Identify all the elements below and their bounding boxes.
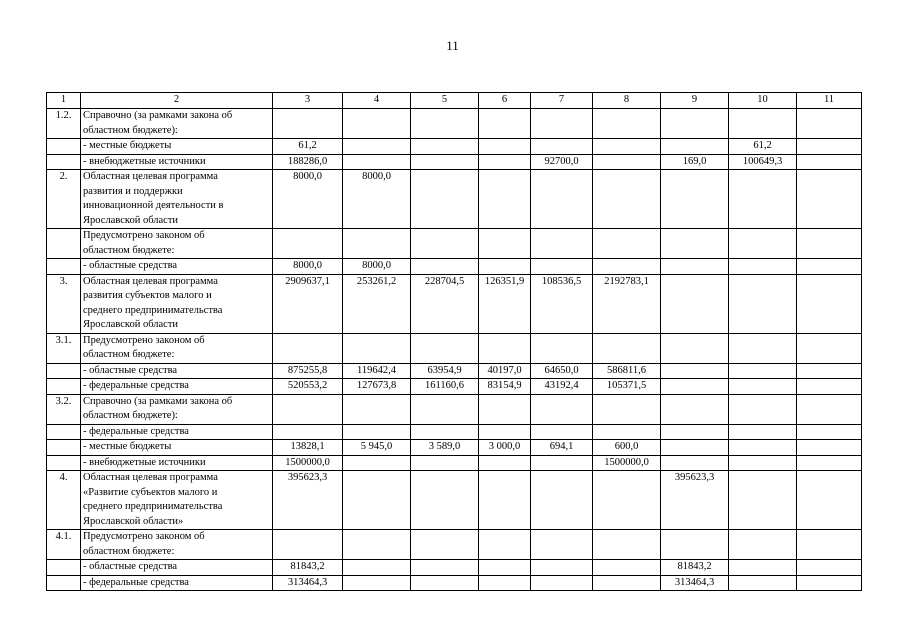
value-cell-col-3: 313464,3 (273, 575, 343, 591)
column-header: 7 (531, 93, 593, 109)
value-cell-col-9: 395623,3 (661, 471, 729, 530)
value-cell-col-6 (479, 170, 531, 229)
value-cell-col-7 (531, 424, 593, 440)
description-line: инновационной деятельности в (83, 200, 224, 211)
row-description (81, 170, 273, 229)
value-cell-col-4: 253261,2 (343, 274, 411, 333)
column-header: 8 (593, 93, 661, 109)
value-cell-col-5 (411, 139, 479, 155)
row-number (47, 363, 81, 379)
table-row (47, 170, 862, 229)
description-line: - федеральные средства (83, 576, 189, 588)
description-line: среднего предпринимательства (83, 304, 223, 316)
table-row (47, 259, 862, 275)
value-cell-col-10 (729, 560, 797, 576)
table-header-row (47, 93, 862, 109)
value-cell-col-9: 169,0 (661, 154, 729, 170)
description-line: Областная целевая программа (83, 171, 218, 182)
value-cell-col-7: 92700,0 (531, 154, 593, 170)
value-cell-col-6 (479, 333, 531, 363)
description-line: среднего предпринимательства (83, 501, 223, 512)
value-cell-col-9: 313464,3 (661, 575, 729, 591)
value-cell-col-5 (411, 109, 479, 139)
value-cell-col-3 (273, 394, 343, 424)
value-cell-col-10 (729, 455, 797, 471)
table-row (47, 229, 862, 259)
description-line: - местные бюджеты (83, 441, 172, 452)
value-cell-col-8 (593, 575, 661, 591)
row-number (47, 424, 81, 440)
value-cell-col-3: 8000,0 (273, 259, 343, 275)
value-cell-col-4 (343, 530, 411, 560)
value-cell-col-8 (593, 424, 661, 440)
value-cell-col-8: 586811,6 (593, 363, 661, 379)
value-cell-col-7 (531, 170, 593, 229)
value-cell-col-7: 108536,5 (531, 274, 593, 333)
value-cell-col-4 (343, 575, 411, 591)
row-description (81, 333, 273, 363)
value-cell-col-9 (661, 170, 729, 229)
row-description (81, 424, 273, 440)
value-cell-col-10 (729, 274, 797, 333)
value-cell-col-6 (479, 530, 531, 560)
description-line: Областная целевая программа (83, 275, 218, 287)
value-cell-col-10 (729, 259, 797, 275)
column-header: 10 (729, 93, 797, 109)
row-description (81, 530, 273, 560)
value-cell-col-11 (797, 440, 862, 456)
value-cell-col-3 (273, 229, 343, 259)
value-cell-col-3: 520553,2 (273, 379, 343, 395)
value-cell-col-5 (411, 455, 479, 471)
description-line: Предусмотрено законом об (83, 334, 205, 346)
row-description (81, 379, 273, 395)
table-row (47, 440, 862, 456)
value-cell-col-5 (411, 170, 479, 229)
value-cell-col-3: 875255,8 (273, 363, 343, 379)
value-cell-col-6: 126351,9 (479, 274, 531, 333)
value-cell-col-8 (593, 560, 661, 576)
value-cell-col-10 (729, 471, 797, 530)
value-cell-col-3 (273, 109, 343, 139)
value-cell-col-4 (343, 139, 411, 155)
row-description (81, 363, 273, 379)
value-cell-col-11 (797, 139, 862, 155)
value-cell-col-8 (593, 139, 661, 155)
table-row (47, 530, 862, 560)
value-cell-col-6 (479, 471, 531, 530)
value-cell-col-6 (479, 455, 531, 471)
value-cell-col-9 (661, 259, 729, 275)
row-number (47, 259, 81, 275)
description-line: Ярославской области (83, 214, 179, 226)
value-cell-col-9 (661, 530, 729, 560)
value-cell-col-4: 127673,8 (343, 379, 411, 395)
value-cell-col-5: 161160,6 (411, 379, 479, 395)
value-cell-col-6: 83154,9 (479, 379, 531, 395)
value-cell-col-5 (411, 424, 479, 440)
value-cell-col-7: 694,1 (531, 440, 593, 456)
row-number (47, 154, 81, 170)
row-description (81, 440, 273, 456)
value-cell-col-6 (479, 424, 531, 440)
value-cell-col-4 (343, 424, 411, 440)
value-cell-col-8 (593, 259, 661, 275)
table-row (47, 575, 862, 591)
row-description (81, 455, 273, 471)
row-number (47, 139, 81, 155)
table-row (47, 394, 862, 424)
row-number: 1.2. (47, 109, 81, 139)
value-cell-col-8 (593, 170, 661, 229)
value-cell-col-7 (531, 471, 593, 530)
value-cell-col-6 (479, 560, 531, 576)
column-header: 11 (797, 93, 862, 109)
row-description (81, 139, 273, 155)
value-cell-col-5 (411, 471, 479, 530)
value-cell-col-8 (593, 333, 661, 363)
value-cell-col-3: 395623,3 (273, 471, 343, 530)
value-cell-col-5: 228704,5 (411, 274, 479, 333)
value-cell-col-3: 1500000,0 (273, 455, 343, 471)
value-cell-col-5 (411, 530, 479, 560)
budget-table (46, 92, 862, 591)
column-header: 9 (661, 93, 729, 109)
table-row (47, 560, 862, 576)
value-cell-col-9 (661, 394, 729, 424)
value-cell-col-9 (661, 424, 729, 440)
description-line: развития и поддержки (83, 185, 183, 197)
value-cell-col-3 (273, 424, 343, 440)
value-cell-col-7 (531, 560, 593, 576)
value-cell-col-9 (661, 455, 729, 471)
row-number: 4. (47, 471, 81, 530)
description-line: областном бюджете: (83, 545, 175, 557)
table-row (47, 154, 862, 170)
value-cell-col-10: 61,2 (729, 139, 797, 155)
value-cell-col-5: 3 589,0 (411, 440, 479, 456)
table-row (47, 139, 862, 155)
row-number: 4.1. (47, 530, 81, 560)
value-cell-col-8 (593, 229, 661, 259)
value-cell-col-4 (343, 333, 411, 363)
value-cell-col-10 (729, 109, 797, 139)
value-cell-col-6 (479, 154, 531, 170)
row-number: 2. (47, 170, 81, 229)
value-cell-col-7 (531, 394, 593, 424)
description-line: Предусмотрено законом об (83, 230, 205, 241)
value-cell-col-11 (797, 363, 862, 379)
value-cell-col-5 (411, 333, 479, 363)
description-line: - областные средства (83, 260, 178, 271)
value-cell-col-6 (479, 229, 531, 259)
description-line: Областная целевая программа (83, 472, 218, 483)
table-row (47, 455, 862, 471)
value-cell-col-10 (729, 363, 797, 379)
row-description (81, 394, 273, 424)
row-description (81, 274, 273, 333)
value-cell-col-4 (343, 455, 411, 471)
value-cell-col-3: 2909637,1 (273, 274, 343, 333)
value-cell-col-7: 43192,4 (531, 379, 593, 395)
row-number: 3.2. (47, 394, 81, 424)
value-cell-col-4: 119642,4 (343, 363, 411, 379)
value-cell-col-9 (661, 379, 729, 395)
value-cell-col-8: 105371,5 (593, 379, 661, 395)
value-cell-col-7 (531, 259, 593, 275)
value-cell-col-9 (661, 440, 729, 456)
table-row (47, 109, 862, 139)
value-cell-col-11 (797, 229, 862, 259)
row-description (81, 575, 273, 591)
row-number (47, 379, 81, 395)
description-line: Ярославской области» (83, 515, 184, 527)
table-row (47, 363, 862, 379)
value-cell-col-10 (729, 424, 797, 440)
value-cell-col-9 (661, 109, 729, 139)
value-cell-col-4 (343, 560, 411, 576)
value-cell-col-11 (797, 424, 862, 440)
description-line: - федеральные средства (83, 380, 189, 391)
description-line: Предусмотрено законом об (83, 531, 205, 542)
value-cell-col-11 (797, 530, 862, 560)
value-cell-col-9: 81843,2 (661, 560, 729, 576)
description-line: областном бюджете): (83, 410, 178, 421)
row-number: 3. (47, 274, 81, 333)
description-line: областном бюджете: (83, 349, 175, 360)
value-cell-col-9 (661, 333, 729, 363)
row-number (47, 440, 81, 456)
value-cell-col-4: 8000,0 (343, 259, 411, 275)
table-row (47, 379, 862, 395)
value-cell-col-9 (661, 363, 729, 379)
value-cell-col-11 (797, 274, 862, 333)
value-cell-col-11 (797, 471, 862, 530)
value-cell-col-7 (531, 109, 593, 139)
row-number (47, 455, 81, 471)
value-cell-col-3: 188286,0 (273, 154, 343, 170)
value-cell-col-6 (479, 259, 531, 275)
description-line: «Развитие субъектов малого и (83, 486, 218, 498)
value-cell-col-8 (593, 530, 661, 560)
row-number (47, 575, 81, 591)
value-cell-col-10 (729, 394, 797, 424)
value-cell-col-7 (531, 333, 593, 363)
row-description (81, 109, 273, 139)
value-cell-col-6 (479, 394, 531, 424)
value-cell-col-6: 3 000,0 (479, 440, 531, 456)
value-cell-col-4 (343, 394, 411, 424)
value-cell-col-4 (343, 229, 411, 259)
value-cell-col-10 (729, 170, 797, 229)
value-cell-col-11 (797, 379, 862, 395)
value-cell-col-10 (729, 379, 797, 395)
description-line: - внебюджетные источники (83, 155, 206, 167)
value-cell-col-10 (729, 333, 797, 363)
value-cell-col-3: 8000,0 (273, 170, 343, 229)
value-cell-col-3: 81843,2 (273, 560, 343, 576)
column-header: 4 (343, 93, 411, 109)
value-cell-col-11 (797, 455, 862, 471)
value-cell-col-5 (411, 394, 479, 424)
value-cell-col-5 (411, 560, 479, 576)
value-cell-col-3: 13828,1 (273, 440, 343, 456)
value-cell-col-7 (531, 575, 593, 591)
description-line: - местные бюджеты (83, 140, 172, 151)
column-header: 1 (47, 93, 81, 109)
value-cell-col-4 (343, 154, 411, 170)
value-cell-col-11 (797, 394, 862, 424)
value-cell-col-5: 63954,9 (411, 363, 479, 379)
table-row (47, 471, 862, 530)
value-cell-col-11 (797, 154, 862, 170)
row-description (81, 154, 273, 170)
value-cell-col-11 (797, 259, 862, 275)
value-cell-col-8 (593, 109, 661, 139)
column-header: 3 (273, 93, 343, 109)
page-number: 11 (446, 38, 459, 53)
value-cell-col-3 (273, 530, 343, 560)
value-cell-col-11 (797, 333, 862, 363)
row-description (81, 259, 273, 275)
value-cell-col-11 (797, 170, 862, 229)
value-cell-col-8 (593, 394, 661, 424)
description-line: Справочно (за рамками закона об (83, 110, 233, 121)
value-cell-col-9 (661, 274, 729, 333)
column-header: 5 (411, 93, 479, 109)
value-cell-col-7 (531, 455, 593, 471)
value-cell-col-9 (661, 229, 729, 259)
value-cell-col-7 (531, 229, 593, 259)
value-cell-col-11 (797, 560, 862, 576)
row-description (81, 560, 273, 576)
row-number (47, 560, 81, 576)
value-cell-col-3: 61,2 (273, 139, 343, 155)
row-number (47, 229, 81, 259)
description-line: развития субъектов малого и (83, 290, 212, 301)
value-cell-col-7 (531, 139, 593, 155)
description-line: областном бюджете): (83, 124, 178, 136)
value-cell-col-8 (593, 154, 661, 170)
value-cell-col-6 (479, 575, 531, 591)
value-cell-col-4: 5 945,0 (343, 440, 411, 456)
value-cell-col-4 (343, 109, 411, 139)
value-cell-col-10 (729, 440, 797, 456)
value-cell-col-10 (729, 229, 797, 259)
value-cell-col-4 (343, 471, 411, 530)
description-line: Ярославской области (83, 319, 179, 330)
value-cell-col-7 (531, 530, 593, 560)
description-line: - областные средства (83, 561, 178, 572)
row-description (81, 229, 273, 259)
row-description (81, 471, 273, 530)
value-cell-col-8: 1500000,0 (593, 455, 661, 471)
column-header: 2 (81, 93, 273, 109)
value-cell-col-3 (273, 333, 343, 363)
value-cell-col-10 (729, 575, 797, 591)
value-cell-col-10 (729, 530, 797, 560)
description-line: - федеральные средства (83, 425, 189, 437)
value-cell-col-5 (411, 259, 479, 275)
value-cell-col-7: 64650,0 (531, 363, 593, 379)
value-cell-col-10: 100649,3 (729, 154, 797, 170)
description-line: - областные средства (83, 364, 178, 376)
description-line: Справочно (за рамками закона об (83, 395, 233, 407)
table-row (47, 274, 862, 333)
row-number: 3.1. (47, 333, 81, 363)
description-line: областном бюджете: (83, 244, 175, 256)
value-cell-col-8: 600,0 (593, 440, 661, 456)
value-cell-col-6 (479, 139, 531, 155)
table-row (47, 333, 862, 363)
value-cell-col-5 (411, 229, 479, 259)
column-header: 6 (479, 93, 531, 109)
table-row (47, 424, 862, 440)
value-cell-col-6: 40197,0 (479, 363, 531, 379)
description-line: - внебюджетные источники (83, 456, 206, 468)
value-cell-col-11 (797, 575, 862, 591)
value-cell-col-6 (479, 109, 531, 139)
value-cell-col-8 (593, 471, 661, 530)
value-cell-col-11 (797, 109, 862, 139)
value-cell-col-5 (411, 575, 479, 591)
value-cell-col-8: 2192783,1 (593, 274, 661, 333)
value-cell-col-9 (661, 139, 729, 155)
value-cell-col-5 (411, 154, 479, 170)
value-cell-col-4: 8000,0 (343, 170, 411, 229)
